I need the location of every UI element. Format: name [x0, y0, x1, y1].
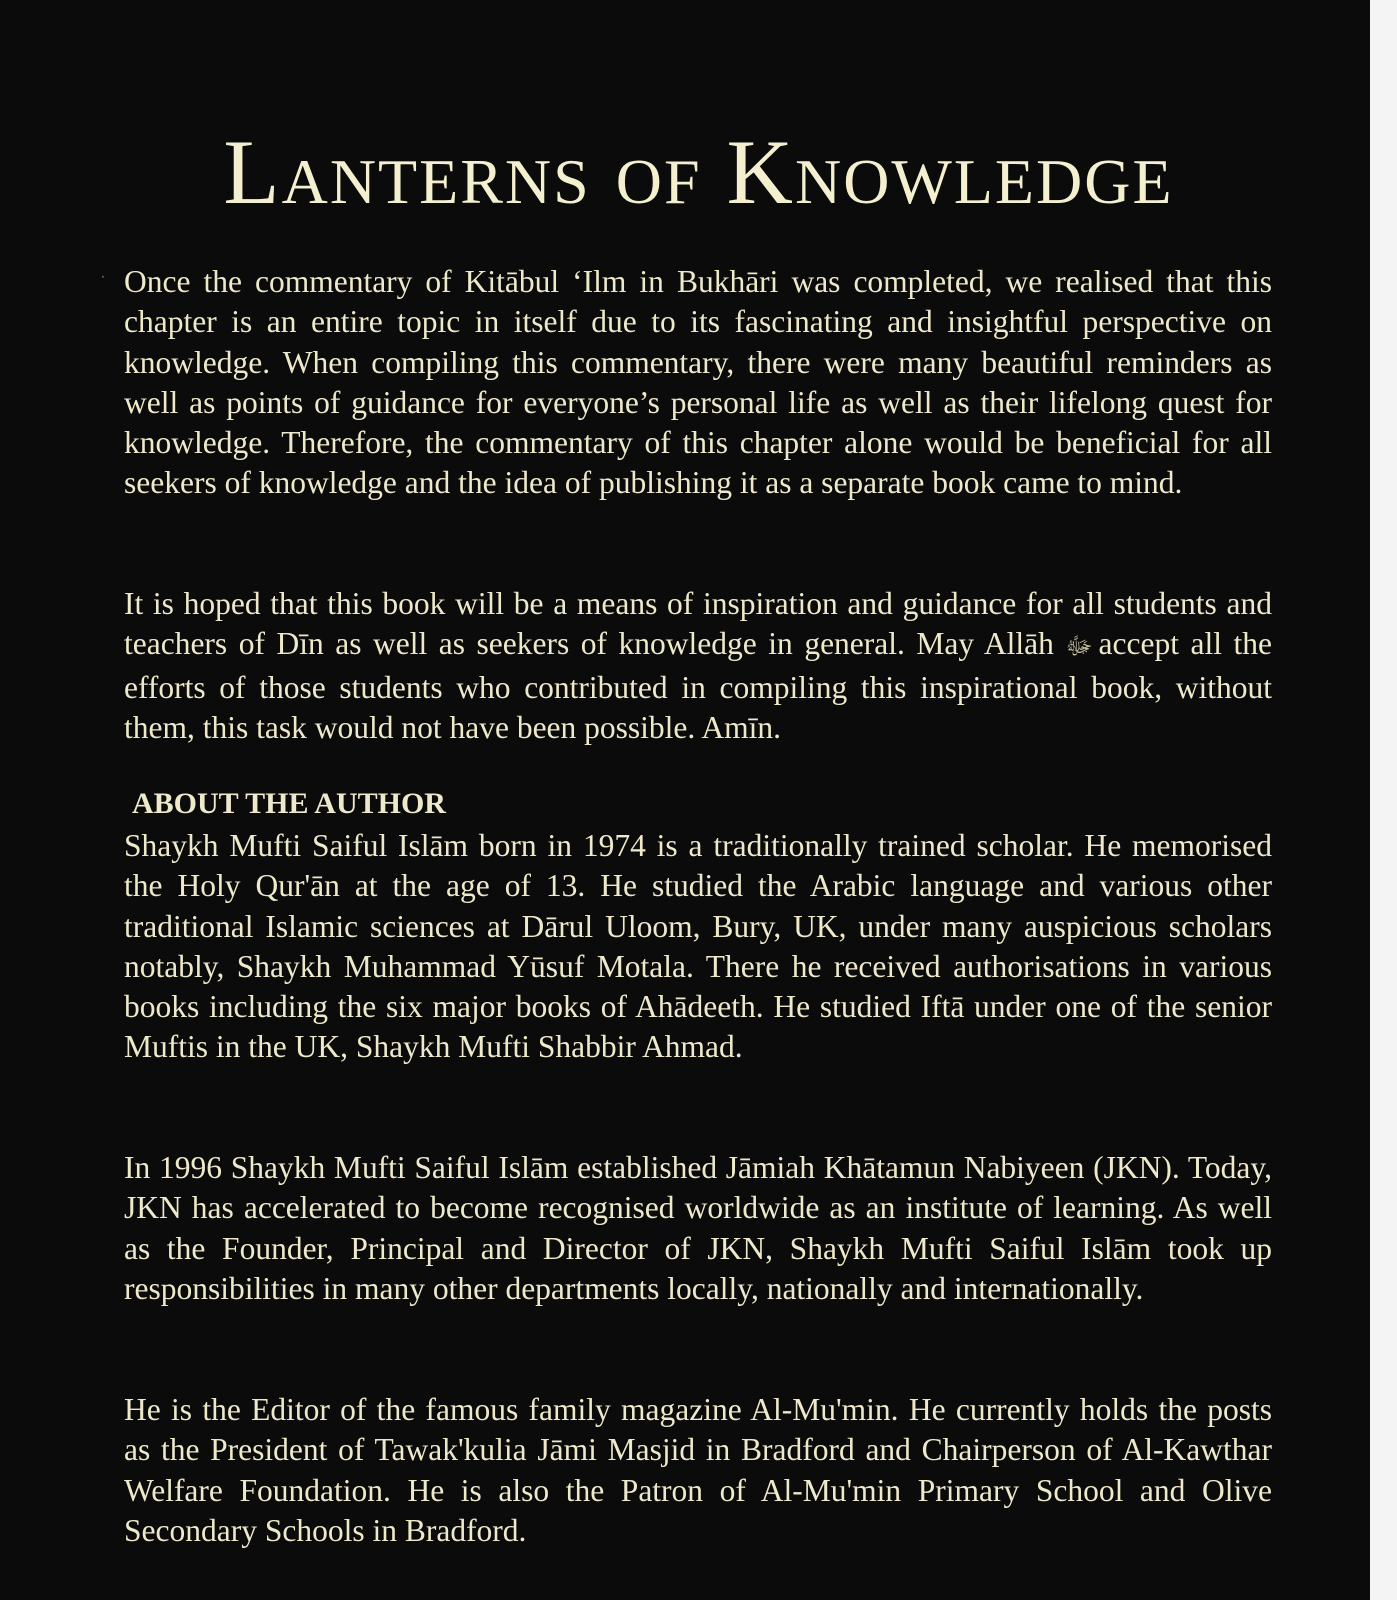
book-title: Lanterns of Knowledge [223, 121, 1174, 223]
about-author-heading: ABOUT THE AUTHOR [132, 787, 446, 820]
about-paragraph-1: Shaykh Mufti Saiful Islām born in 1974 is a traditionally trained scholar. He memorised the Holy Qur'ān at the age of 13. He studied the Arabic language and various other traditional Islamic sciences at Dārul Uloom, Bury, UK, under many auspicious scholars notably, Shaykh Muhammad Yūsuf Motala. There he received authorisations in various books including the six major books of Ahādeeth. He studied Iftā under one of the senior Muftis in the UK, Shaykh Mufti Shabbir Ahmad. [124, 828, 1272, 1065]
intro-paragraph-2 [124, 584, 1272, 748]
stray-mark: · [101, 270, 105, 284]
intro-paragraph-1: Once the commentary of Kitābul ‘Ilm in Bukhāri was completed, we realised that this chapter is an entire topic in itself due to its fascinating and insightful perspective on knowledge. When compiling this commentary, there were many beautiful reminders as well as points of guidance for everyone’s personal life as well as their lifelong quest for knowledge. Therefore, the commentary of this chapter alone would be beneficial for all seekers of knowledge and the idea of publishing it as a separate book came to mind. [124, 264, 1272, 501]
about-paragraph-2: In 1996 Shaykh Mufti Saiful Islām established Jāmiah Khātamun Nabiyeen (JKN). Today, JKN has accelerated to become recognised worldwide as an institute of learning. As well as the Founder, Principal and Director of JKN, Shaykh Mufti Saiful Islām took up responsibilities in many other departments locally, nationally and internationally. [124, 1150, 1272, 1306]
about-paragraph-3: He is the Editor of the famous family magazine Al-Mu'min. He currently holds the posts as the President of Tawak'kulia Jāmi Masjid in Bradford and Chairperson of Al-Kawthar Welfare Foundation. He is also the Patron of Al-Mu'min Primary School and Olive Secondary Schools in Bradford. [124, 1392, 1272, 1548]
intro-paragraph-2-end: accept all the efforts of those students who contributed in compiling this inspirational book, without them, this task would not have been possible. Amīn. [124, 626, 1272, 745]
page-margin [1370, 0, 1397, 1600]
honorific-glyph: ﷻ [1065, 634, 1093, 661]
intro-paragraph-2-start: It is hoped that this book will be a means of inspiration and guidance for all students and teachers of Dīn as well as seekers of knowledge in general. May Allāh [124, 586, 1272, 662]
